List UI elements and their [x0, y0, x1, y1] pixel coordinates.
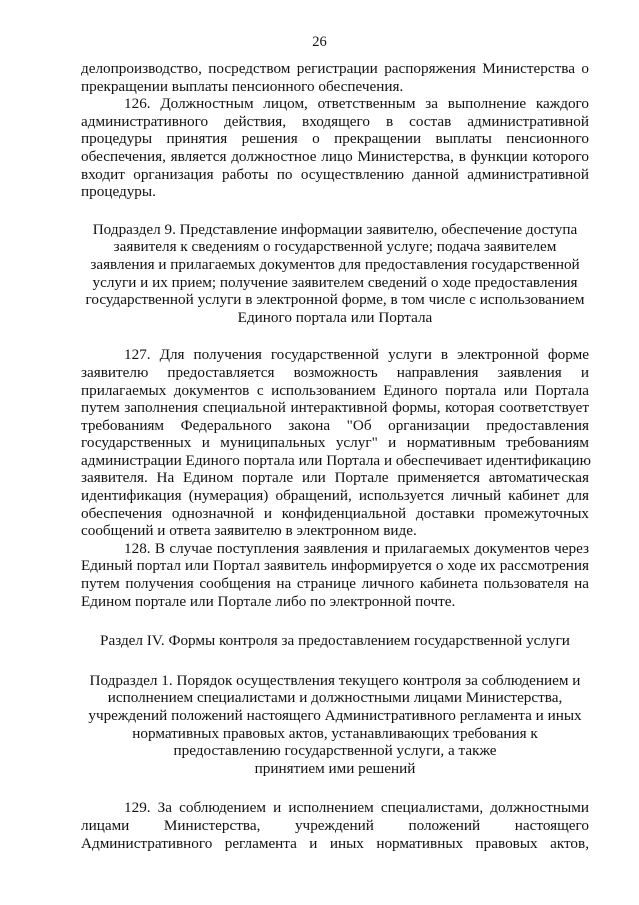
heading-line: исполнением специалистами и должностными лицами Министерства, [107, 689, 563, 707]
heading-line: Подраздел 9. Представление информации заявителю, обеспечение доступа [92, 220, 578, 238]
text-line: государственных и муниципальных услуг" и нормативным требованиям [81, 434, 589, 452]
heading-line: учреждений положений настоящего Административного регламента и иных [88, 707, 582, 724]
heading-line: услуги и их прием; получение заявителем сведений о ходе предоставления [92, 273, 578, 291]
text-line: лицами Министерства, учреждений положений настоящего [81, 816, 589, 834]
heading-line: нормативных правовых актов, устанавливающих требования к [132, 724, 538, 742]
heading-line: Единого портала или Портала [237, 308, 433, 326]
text-line: входит организация работы по осуществлению данной административной [81, 165, 589, 183]
paragraph-126 [81, 95, 589, 201]
paragraph-continuation [81, 60, 589, 95]
text-line: прекращении выплаты пенсионного обеспечения. [81, 77, 404, 95]
text-line: делопроизводство, посредством регистрации распоряжения Министерства о [81, 60, 589, 77]
heading-line: принятием ими решений [254, 759, 416, 777]
text-line: административного действия, входящего в состав административной [81, 112, 589, 130]
document-body [81, 60, 589, 852]
text-line: сообщений и ответа заявителю в электронном виде. [81, 522, 417, 540]
heading-line: предоставлению государственной услуги, а также [173, 742, 497, 760]
text-line: Административного регламента и иных нормативных правовых актов, [81, 834, 589, 852]
heading-line: Подраздел 1. Порядок осуществления текущего контроля за соблюдением и [89, 671, 581, 689]
text-line: процедуры. [81, 183, 156, 201]
section-4-heading [81, 632, 589, 650]
paragraph-128 [81, 540, 589, 610]
heading-line: Раздел IV. Формы контроля за предоставлением государственной услуги [100, 632, 570, 650]
text-line: Единый портал или Портал заявитель информируется о ходе их рассмотрения [81, 557, 589, 575]
heading-line: заявителя к сведениям о государственной услуге; подача заявителем [113, 238, 557, 256]
paragraph-127 [81, 346, 589, 540]
text-line: обеспечения однозначной и конфиденциальной доставки промежуточных [81, 504, 589, 522]
text-line: 128. В случае поступления заявления и прилагаемых документов через [124, 539, 589, 557]
text-line: идентификация (нумерация) обращений, используется личный кабинет для [81, 487, 589, 505]
text-line: администрации Единого портала или Портала и обеспечивает идентификацию [81, 451, 591, 469]
subsection-9-heading [81, 221, 589, 327]
text-line: Едином портале или Портале либо по электронной почте. [81, 592, 456, 610]
paragraph-129 [81, 799, 589, 852]
text-line: 129. За соблюдением и исполнением специалистами, должностными [124, 799, 589, 817]
text-line: обеспечения, является должностное лицо Министерства, в функции которого [81, 147, 589, 165]
heading-line: заявления и прилагаемых документов для предоставления государственной [90, 255, 580, 273]
page-number: 26 [312, 34, 327, 50]
heading-line: государственной услуги в электронной форме, в том числе с использованием [85, 291, 585, 309]
subsection-1-heading [81, 672, 589, 778]
text-line: путем заполнения специальной интерактивной формы, которая соответствует [81, 399, 589, 417]
text-line: прилагаемых документов с использованием Единого портала или Портала [81, 381, 589, 399]
text-line: 127. Для получения государственной услуги в электронной форме [124, 346, 589, 364]
text-line: процедуры принятия решения о прекращении выплаты пенсионного [81, 130, 589, 148]
text-line: 126. Должностным лицом, ответственным за выполнение каждого [124, 95, 589, 113]
text-line: путем получения сообщения на странице личного кабинета пользователя на [81, 575, 589, 593]
text-line: требованиям Федерального закона "Об организации предоставления [81, 416, 589, 434]
text-line: заявителя. На Едином портале или Портале применяется автоматическая [81, 469, 589, 487]
text-line: заявителю предоставляется возможность направления заявления и [81, 363, 589, 381]
